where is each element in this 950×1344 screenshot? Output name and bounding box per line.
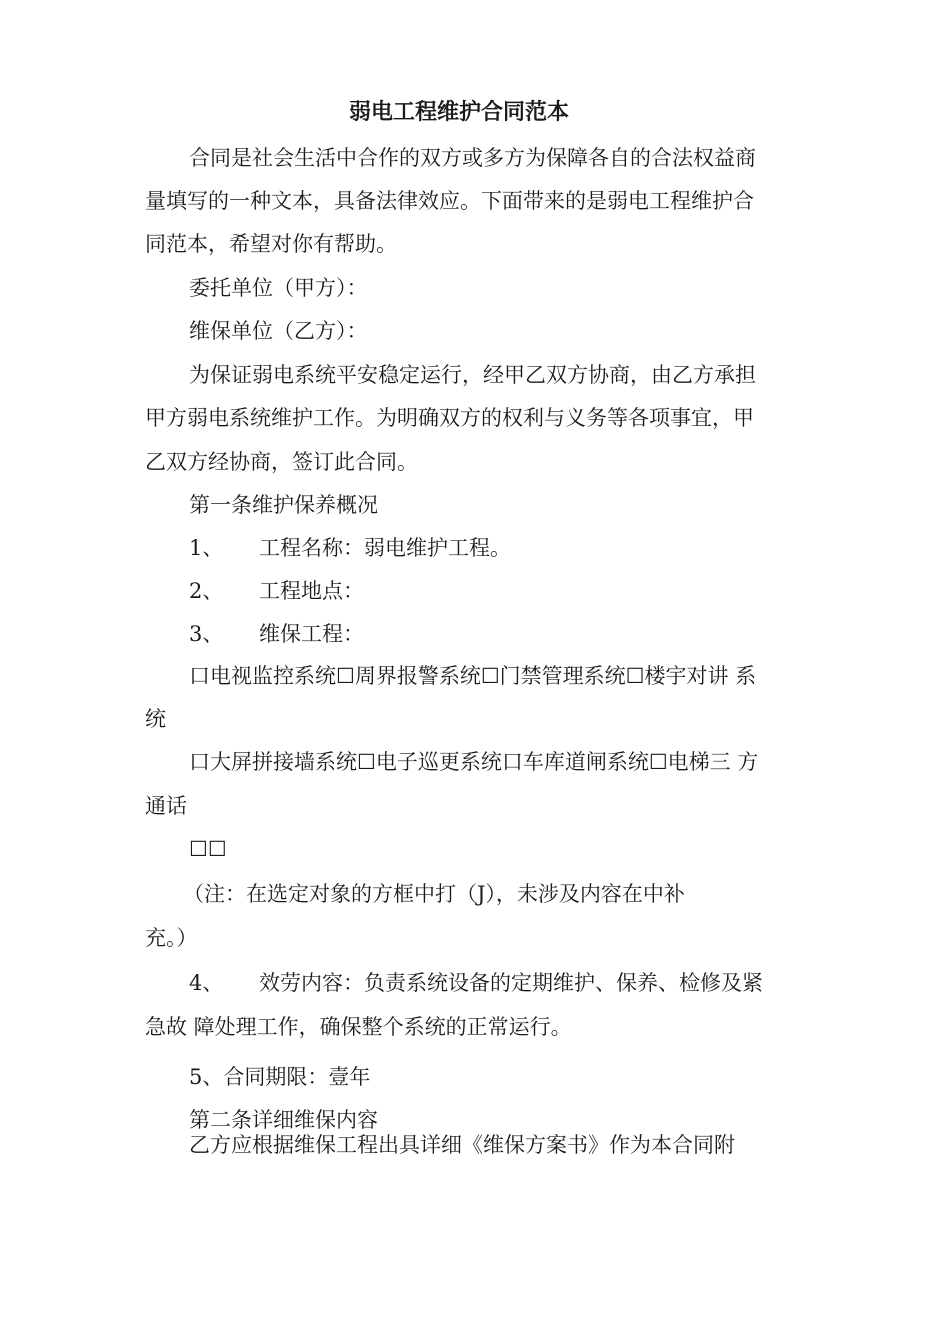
item-1-text: 工程名称：弱电维护工程。: [259, 536, 511, 560]
article-1-heading: 第一条维护保养概况: [189, 493, 378, 517]
note-line-1: （注：在选定对象的方框中打（J），未涉及内容在中补: [183, 882, 685, 906]
systems-row-1: 口电视监控系统☐周界报警系统☐门禁管理系统☐楼宇对讲 系: [189, 664, 757, 688]
systems-row-2: 口大屏拼接墙系统☐电子巡更系统口车库道闸系统☐电梯三 方: [189, 750, 759, 774]
item-3-number: 3、: [189, 622, 224, 646]
article-2-line-1: 乙方应根据维保工程出具详细《维保方案书》作为本合同附: [189, 1133, 735, 1157]
note-line-2: 充。）: [145, 926, 198, 950]
intro-line-3: 同范本，希望对你有帮助。: [145, 232, 397, 256]
purpose-line-1: 为保证弱电系统平安稳定运行，经甲乙双方协商，由乙方承担: [189, 363, 756, 387]
intro-line-2: 量填写的一种文本，具备法律效应。下面带来的是弱电工程维护合: [145, 189, 754, 213]
intro-line-1: 合同是社会生活中合作的双方或多方为保障各自的合法权益商: [189, 146, 756, 170]
systems-row-3: ☐☐: [189, 837, 227, 861]
document-title: 弱电工程维护合同范本: [349, 100, 570, 125]
purpose-line-3: 乙双方经协商，签订此合同。: [145, 450, 418, 474]
item-5-text: 5、合同期限：壹年: [189, 1065, 371, 1089]
item-4-number: 4、: [189, 971, 224, 995]
party-b-label: 维保单位（乙方）：: [189, 319, 368, 343]
item-1-number: 1、: [189, 536, 224, 560]
article-2-heading: 第二条详细维保内容: [189, 1108, 378, 1132]
item-4-text-line-1: 效劳内容：负责系统设备的定期维护、保养、检修及紧: [259, 971, 763, 995]
item-4-text-line-2: 急故 障处理工作，确保整个系统的正常运行。: [145, 1015, 572, 1039]
item-2-number: 2、: [189, 579, 224, 603]
party-a-label: 委托单位（甲方）：: [189, 276, 368, 300]
systems-row-1-wrap: 统: [145, 707, 166, 731]
item-3-text: 维保工程：: [259, 622, 364, 646]
item-2-text: 工程地点：: [259, 579, 364, 603]
systems-row-2-wrap: 通话: [145, 794, 187, 818]
purpose-line-2: 甲方弱电系统维护工作。为明确双方的权利与义务等各项事宜，甲: [145, 406, 754, 430]
